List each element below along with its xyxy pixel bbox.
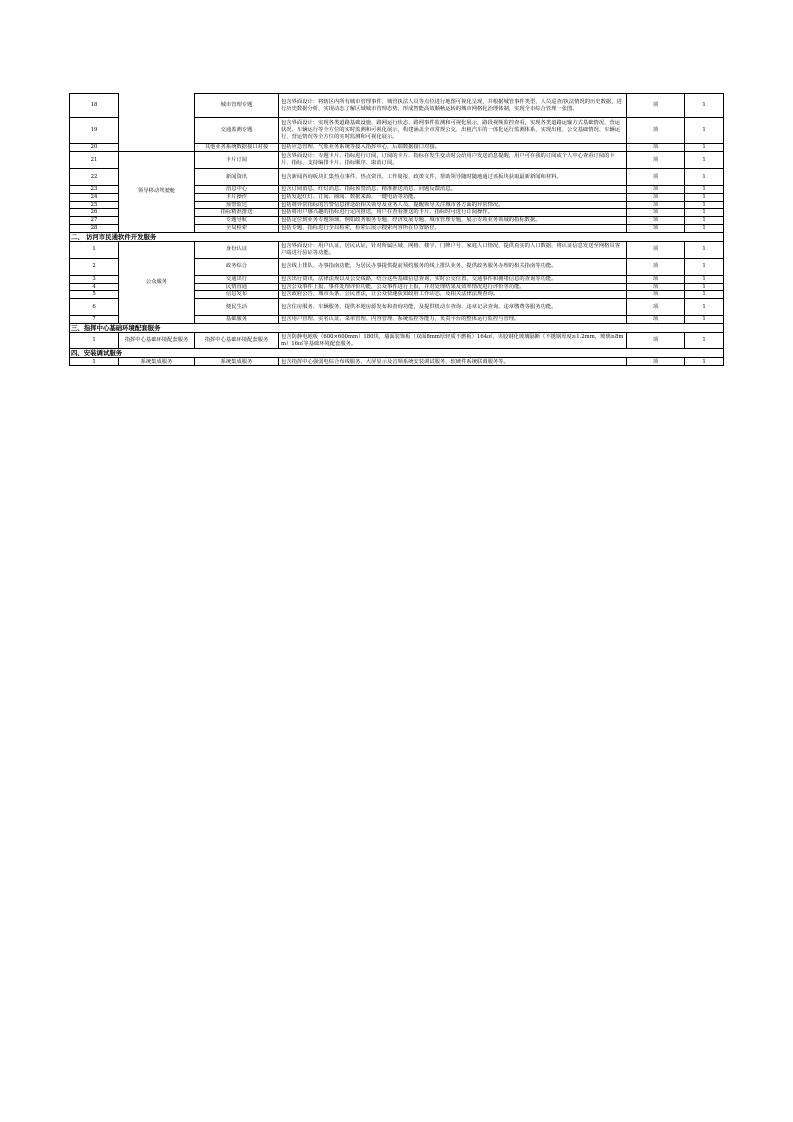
module-description: 包含界面设计：专题卡片、指标进行订阅，订阅的卡片、指标在发生变动时会给用户发送消息提醒，用户可在我的订阅或个人中心查看订阅的卡片、指标，支持编排卡片、指标顺序、取消订阅。 — [279, 152, 627, 169]
module-name: 其他业务系统数据接口对接 — [195, 144, 279, 152]
module-name: 政务综合 — [195, 258, 279, 275]
unit-cell: 项 — [627, 169, 685, 186]
quantity-cell: 1 — [685, 241, 724, 258]
module-name: 交通监测专题 — [195, 118, 279, 144]
group-name: 领导移动驾驶舱 — [119, 152, 195, 233]
unit-cell: 项 — [627, 94, 685, 118]
module-name: 民情直通 — [195, 283, 279, 291]
module-name: 基础服务 — [195, 316, 279, 324]
module-description: 包括定位到业务专题领域，例如政务服务专题、经济发展专题、城市管理专题，展示专项业务领域的指标数据。 — [279, 217, 627, 225]
module-name: 卡片操作 — [195, 193, 279, 201]
unit-cell: 项 — [627, 291, 685, 299]
unit-cell: 项 — [627, 217, 685, 225]
module-description: 包括专题、指标进行全局检索，检索后展示搜索内容所在位置路径。 — [279, 224, 627, 232]
quantity-cell: 1 — [685, 152, 724, 169]
unit-cell: 项 — [627, 201, 685, 209]
quantity-cell: 1 — [685, 358, 724, 366]
unit-cell: 项 — [627, 275, 685, 283]
row-number: 23 — [70, 186, 119, 194]
module-name: 信息发布 — [195, 291, 279, 299]
quantity-cell: 1 — [685, 299, 724, 316]
module-name: 指挥中心基础环境配套服务 — [195, 333, 279, 349]
row-number: 7 — [70, 316, 119, 324]
group-cell — [119, 94, 195, 118]
module-description: 包括将用户感兴趣的指标进行定向推送，用户在查看推送的卡片、指标时可进行订阅操作。 — [279, 209, 627, 217]
row-number: 1 — [70, 241, 119, 258]
module-name: 全局检索 — [195, 224, 279, 232]
row-number: 27 — [70, 217, 119, 225]
module-name: 城市管理专题 — [195, 94, 279, 118]
quantity-cell: 1 — [685, 258, 724, 275]
row-number: 21 — [70, 152, 119, 169]
module-name: 卡片订阅 — [195, 152, 279, 169]
unit-cell: 项 — [627, 186, 685, 194]
quantity-cell: 1 — [685, 291, 724, 299]
unit-cell: 项 — [627, 152, 685, 169]
module-name: 消息中心 — [195, 186, 279, 194]
module-description: 包含线上排队、办事指南功能，为居民办事提供提前预约服务的线上排队业务，提供政务服务办理的相关指南等功能。 — [279, 258, 627, 275]
unit-cell: 项 — [627, 283, 685, 291]
row-number: 25 — [70, 201, 119, 209]
group-name: 指挥中心基础环境配套服务 — [119, 333, 195, 349]
table-row — [70, 358, 724, 366]
table-row — [70, 144, 724, 152]
quantity-cell: 1 — [685, 283, 724, 291]
table-row — [70, 94, 724, 118]
row-number: 22 — [70, 169, 119, 186]
procurement-table — [69, 93, 724, 366]
quantity-cell: 1 — [685, 144, 724, 152]
quantity-cell: 1 — [685, 186, 724, 194]
row-number: 18 — [70, 94, 119, 118]
module-description: 包含指挥中心强弱电综合布线服务、大屏显示及音频系统安装调试服务、软硬件系统联调服务等。 — [279, 358, 627, 366]
row-number: 4 — [70, 283, 119, 291]
quantity-cell: 1 — [685, 209, 724, 217]
row-number: 19 — [70, 118, 119, 144]
module-name: 便民生活 — [195, 299, 279, 316]
unit-cell: 项 — [627, 224, 685, 232]
quantity-cell: 1 — [685, 118, 724, 144]
row-number: 5 — [70, 291, 119, 299]
unit-cell: 项 — [627, 333, 685, 349]
quantity-cell: 1 — [685, 275, 724, 283]
module-description: 包含界面设计：将辖区内所有城市管理事件、城管执法人员等点位进行地图可视化呈现，并根据城管事件类型，人员巡查/执法情况的历史数据，进行历史数据分析，实现动态了解区域城市管理态势，形成智能高效顺畅运转的城市网格化治理体制，实现全市综合管理一张图。 — [279, 94, 627, 118]
group-name: 公众服务 — [119, 241, 195, 323]
section-header — [70, 349, 724, 358]
quantity-cell: 1 — [685, 316, 724, 324]
module-description: 包含住房服务、车辆服务，提供本地房源发布和查询功能，及提供机动车查询、违章记录查询、违章缴费等服务功能。 — [279, 299, 627, 316]
unit-cell: 项 — [627, 118, 685, 144]
module-description: 包含公众事件上报、事件处理评价功能，公众事件进行上报，并对处理结果及效率情况进行评价等功能。 — [279, 283, 627, 291]
module-description: 包含出行资讯、法律法规以及公交线路，结合这些基础信息查询，实时公交位置，交通事件和拥堵信息的查询等功能。 — [279, 275, 627, 283]
module-name: 专题导航 — [195, 217, 279, 225]
module-name: 预警监达 — [195, 201, 279, 209]
module-description: 包含防静电地板（600×600mm）180块，墙面装饰板（双面8mm厚轻质不燃板）164㎡，夹胶钢化玻璃隔断（不锈钢厚度≥1.2mm，玻璃≥8mm）16㎡等基础环境配套服务。 — [279, 333, 627, 349]
table-row — [70, 333, 724, 349]
row-number: 1 — [70, 358, 119, 366]
row-number: 2 — [70, 258, 119, 275]
row-number: 6 — [70, 299, 119, 316]
module-description: 包括应急管理、气象业务系统等接入指挥中心，后端数据接口对接。 — [279, 144, 627, 152]
section-header — [70, 324, 724, 333]
quantity-cell: 1 — [685, 94, 724, 118]
section-title: 四、安装调试服务 — [70, 349, 724, 358]
quantity-cell: 1 — [685, 333, 724, 349]
unit-cell: 项 — [627, 258, 685, 275]
section-title: 三、指挥中心基础环境配套服务 — [70, 324, 724, 333]
table-row — [70, 152, 724, 169]
row-number: 24 — [70, 193, 119, 201]
module-description: 包含政府公告、城市头条、公民普法，让公众快速获知政府工作动态，及相关法律法规查询。 — [279, 291, 627, 299]
module-name: 系统集成服务 — [195, 358, 279, 366]
row-number: 1 — [70, 333, 119, 349]
quantity-cell: 1 — [685, 169, 724, 186]
module-description: 包括发起红灯、订阅、圈阅、数据来源、一键电话等功能。 — [279, 193, 627, 201]
module-description: 包括将异常指标的告警信息推送给相关领导及业务人员，提醒领导关注城市各方面的异常情况。 — [279, 201, 627, 209]
unit-cell: 项 — [627, 316, 685, 324]
quantity-cell: 1 — [685, 201, 724, 209]
module-description: 包含界面设计：用户认证，居民认证，针对所属区域、网格、楼宇、门牌户号、家庭人口情况，提供真实的人口数据，将认证信息发送至网格员客户端进行验证等功能。 — [279, 241, 627, 258]
row-number: 28 — [70, 224, 119, 232]
unit-cell: 项 — [627, 193, 685, 201]
section-header — [70, 232, 724, 241]
unit-cell: 项 — [627, 358, 685, 366]
unit-cell: 项 — [627, 144, 685, 152]
quantity-cell: 1 — [685, 193, 724, 201]
module-name: 交通出行 — [195, 275, 279, 283]
module-description: 包含用户管理、实名认证、菜单管理、内容管理、系统监控等能力，负责平台的整体运行监控与管理。 — [279, 316, 627, 324]
unit-cell: 项 — [627, 241, 685, 258]
row-number: 26 — [70, 209, 119, 217]
group-cell — [119, 144, 195, 152]
table-row — [70, 118, 724, 144]
module-name: 指标精准推送 — [195, 209, 279, 217]
module-description: 包含界面设计：实现各类道路基础设施、路网运行状态、路网事件监测和可视化展示，路段视频监控查看，实现各类道路运输方式基础情况、营运状况、车辆运行等全方位的实时监测和可视化展示，构建涵盖全市常规公交、出租汽车的一体化运行监测体系，实现出租、公交基础情况、车辆运行、营运情况等全方位的实时监测和可视化展示。 — [279, 118, 627, 144]
group-name: 系统集成服务 — [119, 358, 195, 366]
table-row — [70, 241, 724, 258]
quantity-cell: 1 — [685, 224, 724, 232]
row-number: 3 — [70, 275, 119, 283]
section-title: 二、 访河市民通软件开发服务 — [70, 232, 724, 241]
module-name: 身份认证 — [195, 241, 279, 258]
row-number: 20 — [70, 144, 119, 152]
module-description: 包含订阅消息、红灯消息、指标预警消息、精准推送消息、问题反馈消息。 — [279, 186, 627, 194]
module-description: 包含新闻咨询板块汇集热点事件、热点资讯、工作简报、政策文件，帮助领导随时随地通过该板块获取最新新闻和材料。 — [279, 169, 627, 186]
quantity-cell: 1 — [685, 217, 724, 225]
unit-cell: 项 — [627, 299, 685, 316]
unit-cell: 项 — [627, 209, 685, 217]
module-name: 新闻资讯 — [195, 169, 279, 186]
group-cell — [119, 118, 195, 144]
